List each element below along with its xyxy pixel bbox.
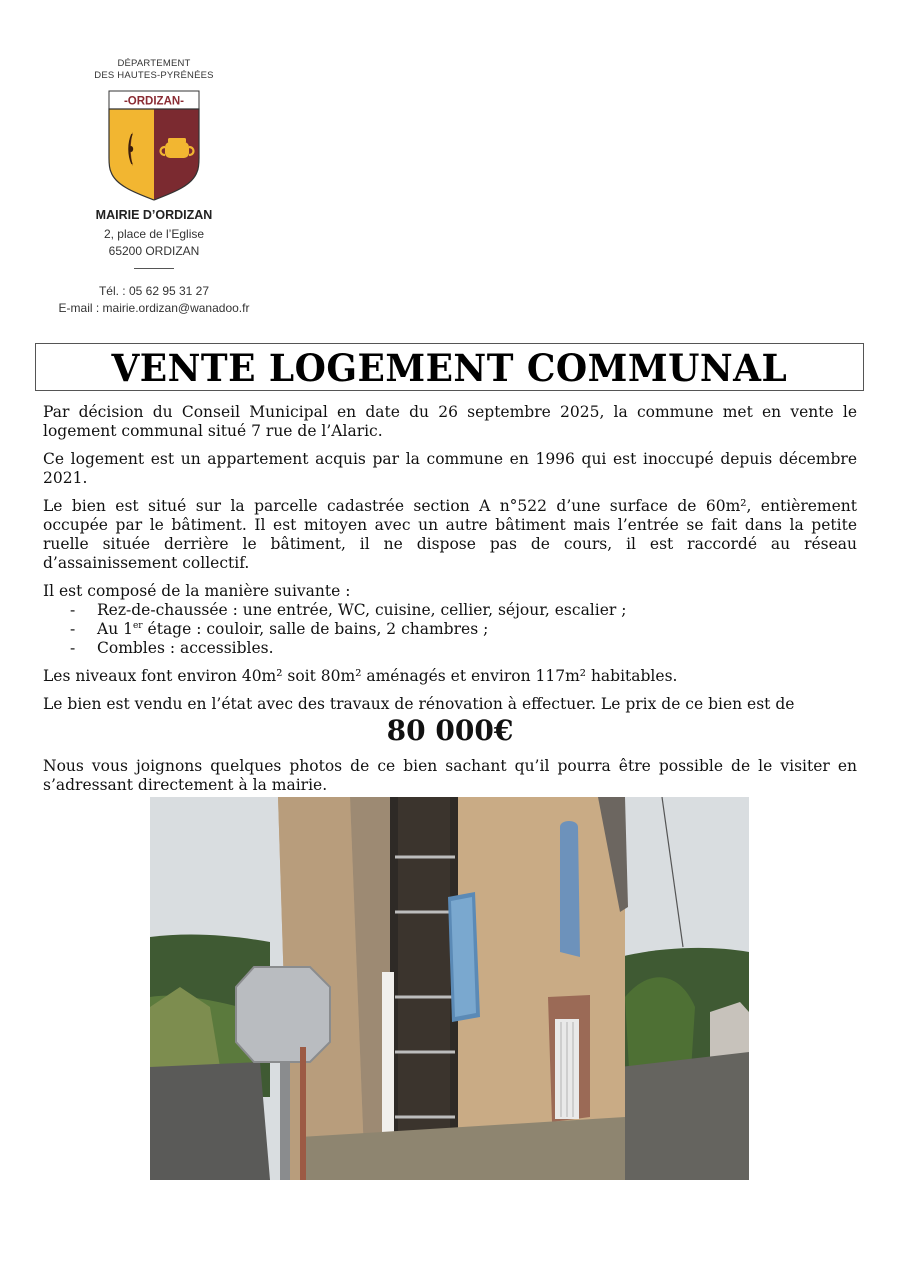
list-item-text: étage : couloir, salle de bains, 2 chambres ;: [142, 620, 489, 638]
sale-price: 80 000€: [386, 714, 514, 747]
paragraph-acquisition: Ce logement est un appartement acquis par la commune en 1996 qui est inoccupé depuis décembre 2021.: [43, 450, 857, 487]
email-address: E-mail : mairie.ordizan@wanadoo.fr: [58, 301, 250, 315]
bullet-dash: -: [70, 601, 76, 619]
address-line-2: 65200 ORDIZAN: [108, 244, 200, 258]
letterhead-divider: [134, 268, 174, 269]
letterhead: [40, 58, 268, 317]
paragraph-surface: Les niveaux font environ 40m² soit 80m² aménagés et environ 117m² habitables.: [43, 667, 678, 685]
building-photo-illustration: [150, 797, 749, 1180]
department-label: [40, 58, 268, 82]
title-box: [35, 343, 864, 391]
mairie-contact: [40, 283, 268, 317]
paragraph-parcel: Le bien est situé sur la parcelle cadastrée section A n°522 d’une surface de 60m², entièrement occupée par le bâtiment. Il est mitoyen avec un autre bâtiment mais l’entrée se fait dans la petite ruelle située derrière le bâtiment, il ne dispose pas de cours, il est raccordé au réseau d’assainissement collectif.: [43, 497, 857, 572]
bullet-dash: -: [70, 639, 76, 657]
list-item-text: Rez-de-chaussée : une entrée, WC, cuisine, cellier, séjour, escalier ;: [97, 601, 627, 619]
list-item-text: Combles : accessibles.: [97, 639, 274, 657]
ordinal-superscript: er: [132, 620, 143, 631]
department-line-1: DÉPARTEMENT: [117, 58, 191, 69]
paragraph-price-intro: Le bien est vendu en l’état avec des travaux de rénovation à effectuer. Le prix de ce bien est de: [43, 695, 795, 713]
list-item: [43, 639, 857, 658]
list-item: [43, 620, 857, 639]
composition-list: [43, 601, 857, 658]
paragraph-visit: Nous vous joignons quelques photos de ce bien sachant qu’il pourra être possible de le visiter en s’adressant directement à la mairie.: [43, 757, 857, 794]
phone-number: Tél. : 05 62 95 31 27: [98, 284, 210, 298]
bullet-dash: -: [70, 620, 76, 638]
mairie-name: MAIRIE D’ORDIZAN: [95, 208, 213, 222]
ordizan-coat-of-arms-icon: [108, 90, 200, 202]
list-item-text: Au 1: [97, 620, 133, 638]
department-line-2: DES HAUTES-PYRÉNÉES: [94, 70, 214, 81]
mairie-address: [40, 226, 268, 260]
address-line-1: 2, place de l’Eglise: [103, 227, 205, 241]
page-title: VENTE LOGEMENT COMMUNAL: [111, 346, 788, 390]
document-body: [43, 403, 857, 804]
list-item: [43, 601, 857, 620]
crest-banner-text: -ORDIZAN-: [123, 95, 185, 108]
paragraph-composition-intro: Il est composé de la manière suivante :: [43, 582, 351, 600]
paragraph-decision: Par décision du Conseil Municipal en date du 26 septembre 2025, la commune met en vente le logement communal situé 7 rue de l’Alaric.: [43, 403, 857, 440]
property-photo: [150, 797, 749, 1180]
